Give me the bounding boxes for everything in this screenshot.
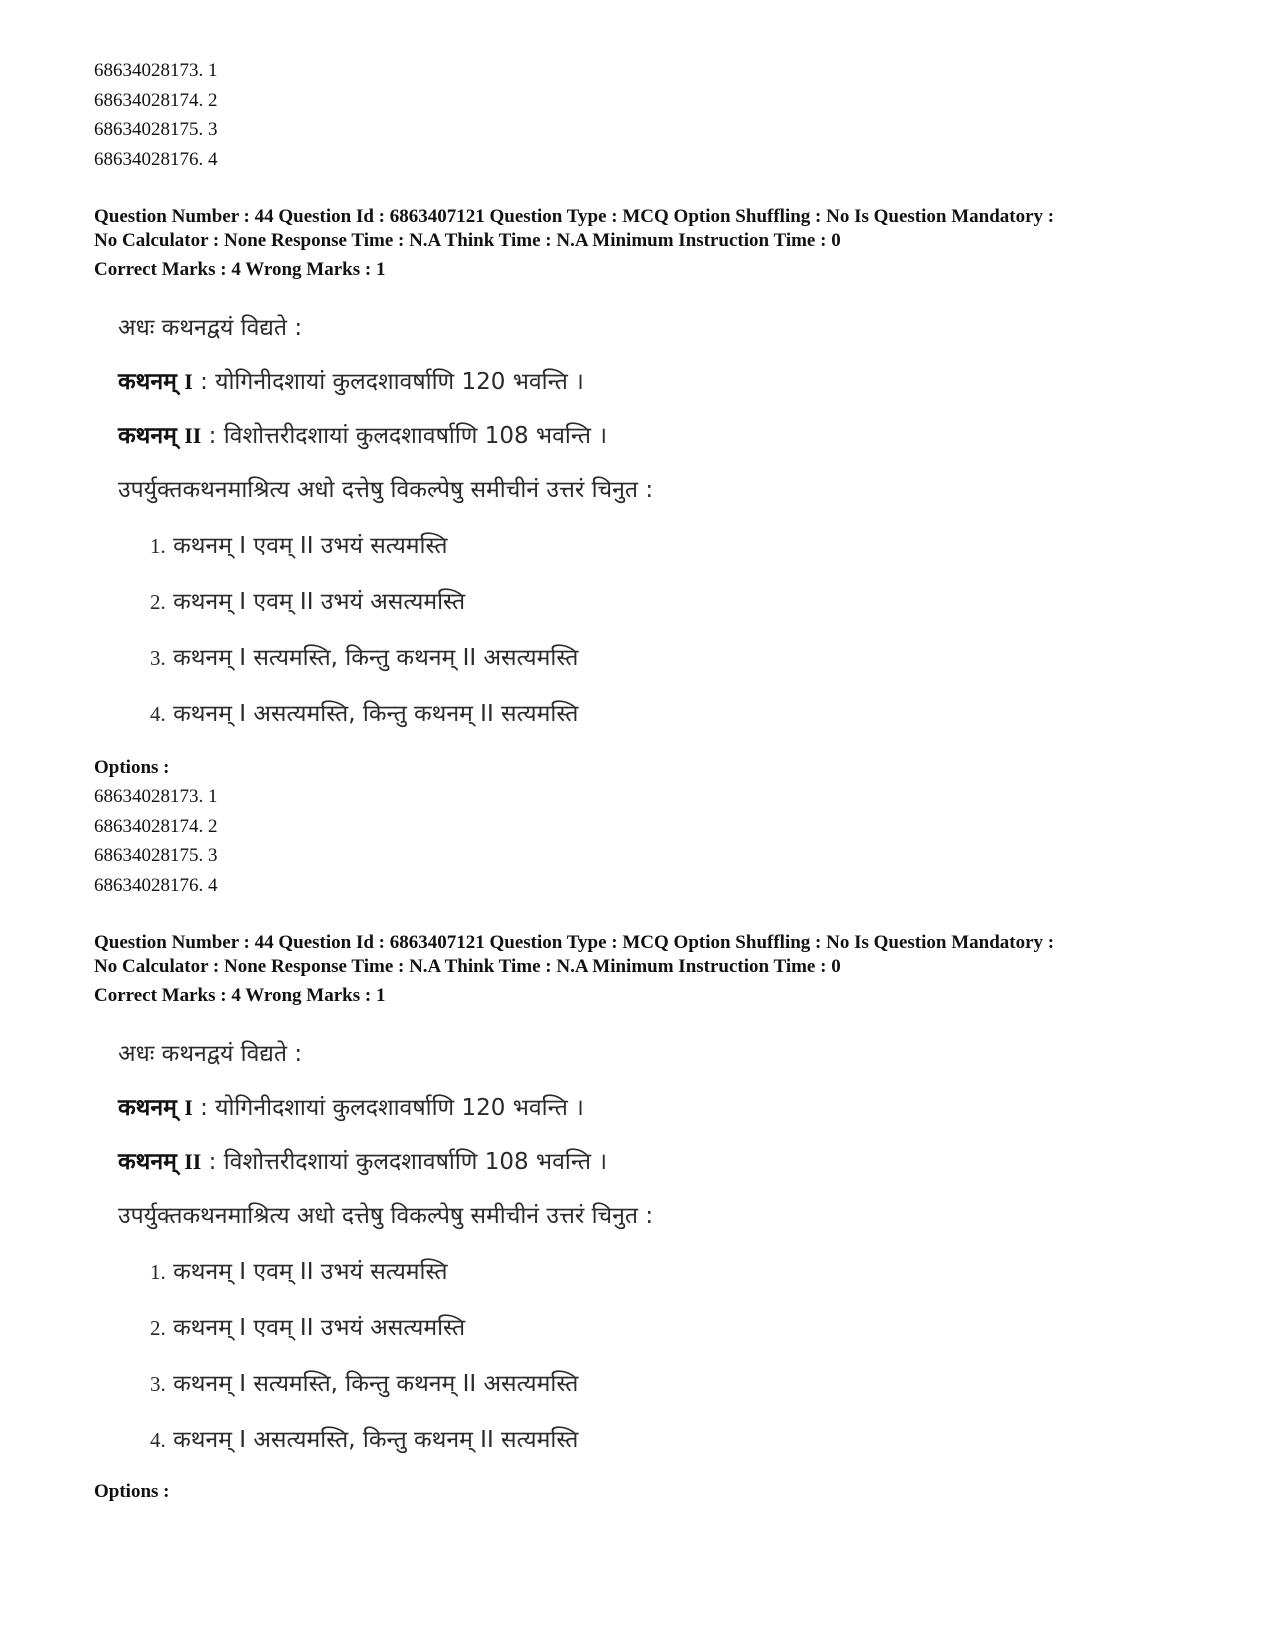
option-id: 68634028174. 2	[94, 89, 218, 111]
option-id: 68634028175. 3	[94, 845, 218, 866]
statement-text: : विशोत्तरीदशायां कुलदशावर्षाणि 108 भवन्ति ।	[208, 1149, 608, 1175]
choice-number: 4.	[150, 702, 166, 726]
choice-text: कथनम् I एवम् II उभयं असत्यमस्ति	[173, 589, 466, 615]
question-intro: अधः कथनद्वयं विद्यते :	[118, 315, 303, 341]
option-id: 68634028175. 3	[94, 119, 218, 140]
choice-number: 1.	[150, 534, 166, 558]
choice-2	[150, 584, 465, 616]
choice-number: 4.	[150, 1428, 166, 1452]
statement-2	[118, 1144, 607, 1176]
question-meta-line: Question Number : 44 Question Id : 6863407121 Question Type : MCQ Option Shuffling : No Is Question Mandatory :	[94, 206, 1055, 227]
choice-number: 3.	[150, 646, 166, 670]
question-instruction: उपर्युक्तकथनमाश्रित्य अधो दत्तेषु विकल्पेषु समीचीनं उत्तरं चिनुत :	[118, 477, 654, 503]
choice-number: 3.	[150, 1372, 166, 1396]
statement-label: कथनम्	[118, 369, 177, 395]
question-meta-line: No Calculator : None Response Time : N.A Think Time : N.A Minimum Instruction Time : 0	[94, 230, 841, 251]
question-intro: अधः कथनद्वयं विद्यते :	[118, 1041, 303, 1067]
statement-label: कथनम्	[118, 1095, 177, 1121]
choice-text: कथनम् I एवम् II उभयं असत्यमस्ति	[173, 1315, 466, 1341]
choice-text: कथनम् I एवम् II उभयं सत्यमस्ति	[173, 533, 448, 559]
statement-label: कथनम्	[118, 1149, 177, 1175]
statement-roman: I	[184, 1095, 193, 1120]
choice-2	[150, 1310, 465, 1342]
choice-text: कथनम् I असत्यमस्ति, किन्तु कथनम् II सत्यमस्ति	[173, 701, 579, 727]
question-meta	[94, 931, 1214, 1008]
statement-2	[118, 418, 607, 450]
choice-number: 2.	[150, 590, 166, 614]
choice-4	[150, 1422, 578, 1454]
statement-1	[118, 1090, 584, 1122]
question-meta-line: Question Number : 44 Question Id : 6863407121 Question Type : MCQ Option Shuffling : No Is Question Mandatory :	[94, 932, 1055, 953]
question-meta-line: No Calculator : None Response Time : N.A Think Time : N.A Minimum Instruction Time : 0	[94, 956, 841, 977]
choice-1	[150, 528, 448, 560]
statement-label: कथनम्	[118, 423, 177, 449]
option-id: 68634028173. 1	[94, 786, 218, 807]
choice-3	[150, 640, 578, 672]
options-label: Options :	[94, 1481, 170, 1502]
option-id: 68634028173. 1	[94, 60, 218, 81]
option-id: 68634028176. 4	[94, 148, 218, 170]
choice-1	[150, 1254, 448, 1286]
top-option-list	[94, 56, 218, 174]
statement-roman: II	[184, 1149, 202, 1174]
question-marks: Correct Marks : 4 Wrong Marks : 1	[94, 259, 386, 280]
choice-text: कथनम् I सत्यमस्ति, किन्तु कथनम् II असत्यमस्ति	[173, 1371, 579, 1397]
choice-4	[150, 696, 578, 728]
choice-3	[150, 1366, 578, 1398]
choice-text: कथनम् I एवम् II उभयं सत्यमस्ति	[173, 1259, 448, 1285]
statement-1	[118, 364, 584, 396]
question-instruction: उपर्युक्तकथनमाश्रित्य अधो दत्तेषु विकल्पेषु समीचीनं उत्तरं चिनुत :	[118, 1203, 654, 1229]
options-label: Options :	[94, 757, 170, 778]
option-id: 68634028176. 4	[94, 874, 218, 896]
choice-number: 1.	[150, 1260, 166, 1284]
choice-text: कथनम् I सत्यमस्ति, किन्तु कथनम् II असत्यमस्ति	[173, 645, 579, 671]
question-meta	[94, 205, 1214, 282]
statement-text: : विशोत्तरीदशायां कुलदशावर्षाणि 108 भवन्ति ।	[208, 423, 608, 449]
statement-roman: I	[184, 369, 193, 394]
option-id-list	[94, 782, 218, 900]
statement-roman: II	[184, 423, 202, 448]
question-marks: Correct Marks : 4 Wrong Marks : 1	[94, 985, 386, 1006]
choice-text: कथनम् I असत्यमस्ति, किन्तु कथनम् II सत्यमस्ति	[173, 1427, 579, 1453]
statement-text: : योगिनीदशायां कुलदशावर्षाणि 120 भवन्ति ।	[200, 369, 584, 395]
option-id: 68634028174. 2	[94, 815, 218, 837]
choice-number: 2.	[150, 1316, 166, 1340]
statement-text: : योगिनीदशायां कुलदशावर्षाणि 120 भवन्ति ।	[200, 1095, 584, 1121]
